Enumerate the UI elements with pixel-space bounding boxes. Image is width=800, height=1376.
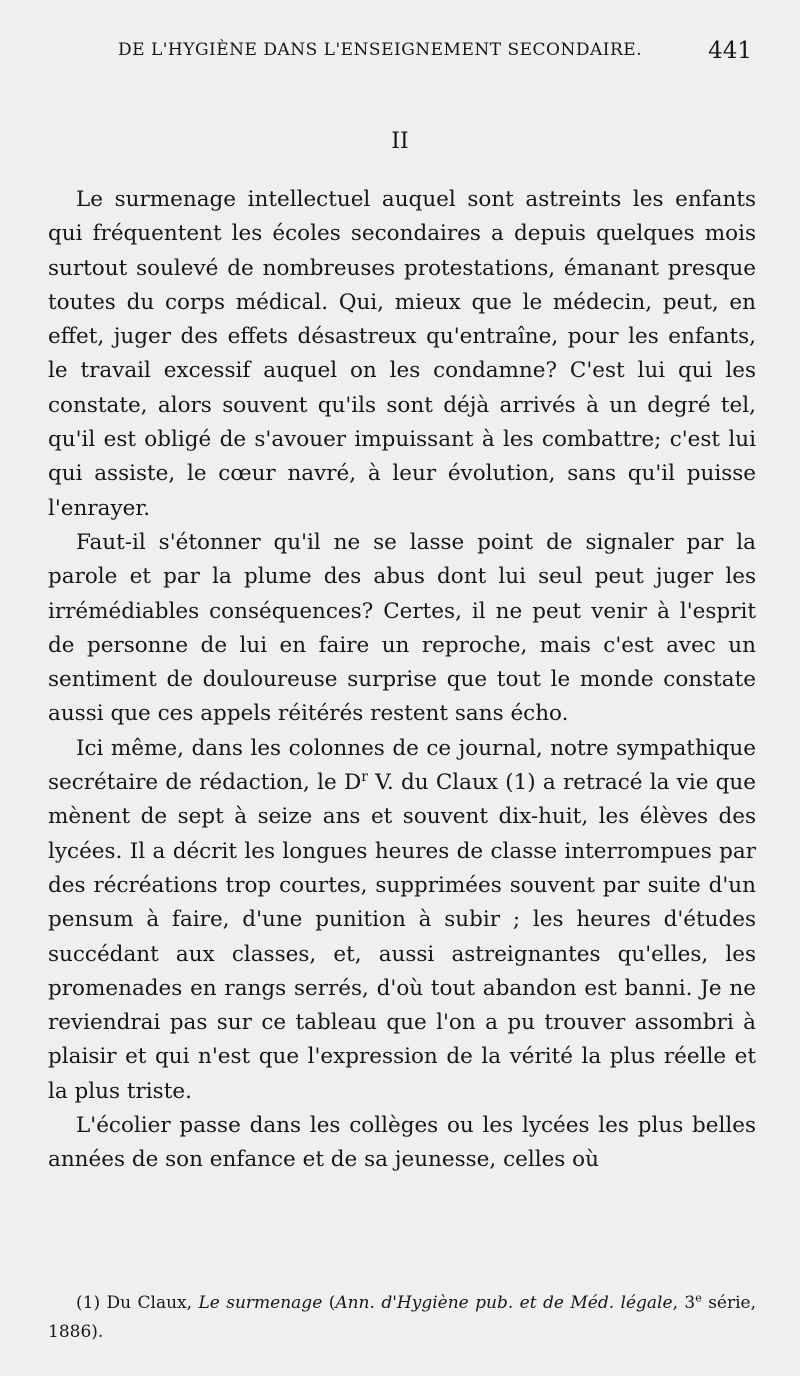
paragraph-4: L'écolier passe dans les collèges ou les lycées les plus belles années de son enfance et de sa jeunesse, celles où — [48, 1113, 756, 1173]
page-number: 441 — [708, 38, 752, 64]
footnote-prefix: (1) Du Claux, — [76, 1293, 199, 1313]
footnote-title: Le surmenage — [198, 1293, 323, 1313]
footnote-source: Ann. d'Hygiène pub. et de Méd. légale — [335, 1293, 673, 1313]
paragraph-2: Faut-il s'étonner qu'il ne se lasse point de signaler par la parole et par la plume des abus dont lui seul peut juger les irrémédiables conséquences? Certes, il ne peut venir à l'esprit de personne de lui en faire un reproche, mais c'est avec un sentiment de douloureuse surprise que tout le monde constate aussi que ces appels réitérés restent sans écho. — [48, 529, 756, 727]
footnote-after-source: , — [672, 1293, 685, 1313]
running-title: DE L'HYGIÈNE DANS L'ENSEIGNEMENT SECONDAIRE. — [118, 40, 643, 60]
main-text — [48, 183, 756, 1178]
paragraph-3 — [48, 732, 756, 1109]
footnote-series-superscript: e — [695, 1291, 702, 1305]
paragraph-1: Le surmenage intellectuel auquel sont astreints les enfants qui fréquentent les écoles secondaires a depuis quelques mois surtout soulevé de nombreuses protestations, émanant presque toutes du corps médical. Qui, mieux que le médecin, peut, en effet, juger des effets désastreux qu'entraîne, pour les enfants, le travail excessif auquel on les condamne? C'est lui qui les constate, alors souvent qu'ils sont déjà arrivés à un degré tel, qu'il est obligé de s'avouer impuissant à les combattre; c'est lui qui assiste, le cœur navré, à leur évolution, sans qu'il puisse l'enrayer. — [48, 187, 756, 521]
paragraph-3-opening: Ici même, dans les colonnes de ce journal, notre sympathique secrétaire de rédaction, le D — [48, 735, 756, 796]
footnote — [48, 1289, 756, 1347]
footnote-series-number: 3 — [684, 1293, 696, 1313]
footnote-series-suffix: série, 1886). — [48, 1293, 757, 1342]
footnote-text — [48, 1289, 756, 1347]
running-head — [118, 38, 752, 74]
section-number: II — [391, 129, 409, 154]
doctor-superscript: r — [361, 768, 368, 785]
paragraph-3-continuation: V. du Claux (1) a retracé la vie que mènent de sept à seize ans et souvent dix-huit, les élèves des lycées. Il a décrit les longues heures de classe interrompues par des récréations trop courtes, supprimées souvent par suite d'un pensum à faire, d'une punition à subir ; les heures d'études succédant aux classes, et, aussi astreignantes qu'elles, les promenades en rangs serrés, d'où tout abandon est banni. Je ne reviendrai pas sur ce tableau que l'on a pu trouver assombri à plaisir et qui n'est que l'expression de la vérité la plus réelle et la plus triste. — [48, 770, 757, 1104]
footnote-middle: ( — [322, 1293, 336, 1313]
